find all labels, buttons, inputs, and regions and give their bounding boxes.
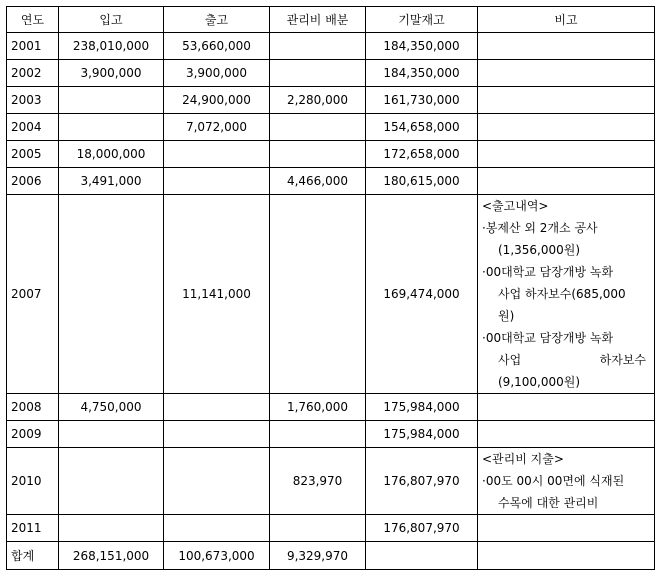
header-year: 연도: [7, 7, 59, 33]
cell-note: [478, 60, 655, 87]
cell-year: 2004: [7, 114, 59, 141]
note-item: ·봉제산 외 2개소 공사: [482, 221, 598, 235]
cell-note: [478, 394, 655, 421]
note-item: 사업 하자보수(685,000: [498, 287, 626, 301]
cell-fee: [270, 515, 366, 542]
note-word: 사업: [498, 353, 522, 367]
cell-fee: [270, 421, 366, 448]
cell-year: 2008: [7, 394, 59, 421]
cell-year: 2011: [7, 515, 59, 542]
cell-in: [59, 195, 164, 394]
cell-note-2007: [478, 195, 655, 394]
cell-year: 2001: [7, 33, 59, 60]
cell-fee: [270, 60, 366, 87]
total-fee: 9,329,970: [270, 542, 366, 570]
cell-note: [478, 421, 655, 448]
note-title: <관리비 지출>: [482, 452, 564, 466]
table-row: [7, 141, 655, 168]
cell-out: [164, 168, 270, 195]
cell-out: 11,141,000: [164, 195, 270, 394]
cell-stock: 180,615,000: [366, 168, 478, 195]
cell-stock: 169,474,000: [366, 195, 478, 394]
note-title: <출고내역>: [482, 199, 549, 213]
cell-fee: 823,970: [270, 448, 366, 515]
cell-year: 2010: [7, 448, 59, 515]
table-row: [7, 394, 655, 421]
cell-out: 7,072,000: [164, 114, 270, 141]
cell-year: 2003: [7, 87, 59, 114]
table-row: [7, 448, 655, 515]
cell-out: 24,900,000: [164, 87, 270, 114]
total-stock: [366, 542, 478, 570]
note-item: 원): [498, 309, 515, 323]
cell-in: 4,750,000: [59, 394, 164, 421]
cell-fee: [270, 195, 366, 394]
header-row: [7, 7, 655, 33]
cell-note: [478, 141, 655, 168]
header-in: 입고: [59, 7, 164, 33]
cell-note: [478, 114, 655, 141]
cell-stock: 172,658,000: [366, 141, 478, 168]
total-row: [7, 542, 655, 570]
cell-year: 2007: [7, 195, 59, 394]
cell-note: [478, 515, 655, 542]
cell-note: [478, 168, 655, 195]
note-item-justified: [482, 349, 650, 371]
cell-stock: 161,730,000: [366, 87, 478, 114]
table-row: [7, 195, 655, 394]
cell-fee: 4,466,000: [270, 168, 366, 195]
note-word: 하자보수: [599, 353, 646, 367]
cell-fee: 2,280,000: [270, 87, 366, 114]
cell-in: 3,491,000: [59, 168, 164, 195]
cell-in: [59, 515, 164, 542]
header-out: 출고: [164, 7, 270, 33]
cell-fee: 1,760,000: [270, 394, 366, 421]
cell-note: [478, 87, 655, 114]
total-in: 268,151,000: [59, 542, 164, 570]
total-out: 100,673,000: [164, 542, 270, 570]
note-item: 수목에 대한 관리비: [498, 496, 599, 510]
header-note: 비고: [478, 7, 655, 33]
cell-out: [164, 448, 270, 515]
cell-year: 2006: [7, 168, 59, 195]
cell-in: 238,010,000: [59, 33, 164, 60]
total-label: 합계: [7, 542, 59, 570]
cell-in: [59, 114, 164, 141]
cell-out: [164, 394, 270, 421]
cell-out: 3,900,000: [164, 60, 270, 87]
cell-stock: 176,807,970: [366, 515, 478, 542]
note-item: ·00대학교 담장개방 녹화: [482, 265, 614, 279]
cell-in: [59, 421, 164, 448]
cell-year: 2005: [7, 141, 59, 168]
table-row: [7, 114, 655, 141]
cell-note: [478, 33, 655, 60]
cell-fee: [270, 141, 366, 168]
note-item: (1,356,000원): [498, 243, 581, 257]
cell-stock: 154,658,000: [366, 114, 478, 141]
total-note: [478, 542, 655, 570]
table-row: [7, 33, 655, 60]
inventory-table: [6, 6, 655, 570]
table-row: [7, 515, 655, 542]
cell-in: [59, 448, 164, 515]
cell-stock: 184,350,000: [366, 33, 478, 60]
cell-stock: 175,984,000: [366, 394, 478, 421]
note-item: (9,100,000원): [498, 375, 581, 389]
cell-fee: [270, 33, 366, 60]
cell-out: [164, 141, 270, 168]
header-fee: 관리비 배분: [270, 7, 366, 33]
table-row: [7, 87, 655, 114]
cell-out: 53,660,000: [164, 33, 270, 60]
cell-out: [164, 515, 270, 542]
cell-note-2010: [478, 448, 655, 515]
cell-year: 2009: [7, 421, 59, 448]
cell-stock: 176,807,970: [366, 448, 478, 515]
cell-fee: [270, 114, 366, 141]
table-row: [7, 168, 655, 195]
table-row: [7, 421, 655, 448]
note-item: ·00도 00시 00면에 식재된: [482, 474, 625, 488]
cell-stock: 184,350,000: [366, 60, 478, 87]
cell-stock: 175,984,000: [366, 421, 478, 448]
cell-in: 18,000,000: [59, 141, 164, 168]
note-item: ·00대학교 담장개방 녹화: [482, 331, 614, 345]
table-row: [7, 60, 655, 87]
cell-in: [59, 87, 164, 114]
header-stock: 기말재고: [366, 7, 478, 33]
cell-out: [164, 421, 270, 448]
cell-year: 2002: [7, 60, 59, 87]
cell-in: 3,900,000: [59, 60, 164, 87]
